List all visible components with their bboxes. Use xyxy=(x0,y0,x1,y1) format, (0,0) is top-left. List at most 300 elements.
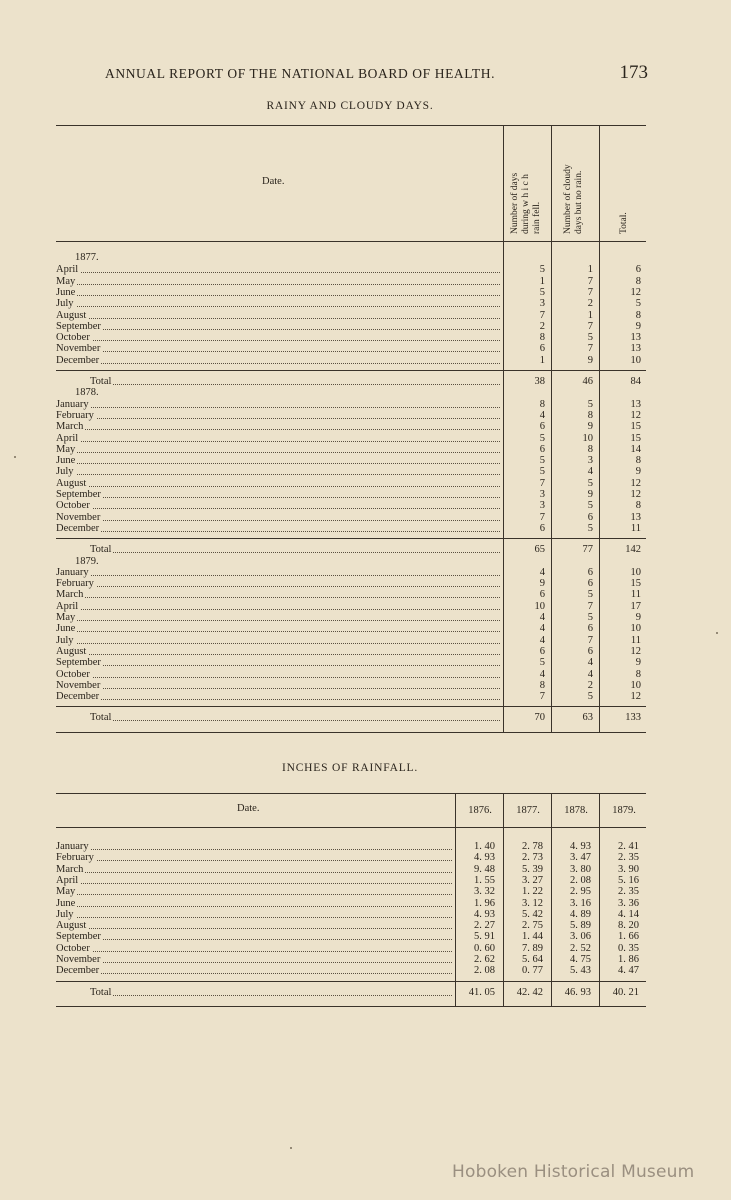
cloudy-days-value: 8 xyxy=(587,409,593,421)
rain-days-value: 4 xyxy=(539,566,545,578)
month-row-label xyxy=(56,298,500,309)
total-days-value: 10 xyxy=(630,623,641,635)
leader-dots xyxy=(56,272,500,273)
month-row-label xyxy=(56,512,500,523)
leader-dots xyxy=(56,872,452,873)
total-days-value: 15 xyxy=(630,432,641,444)
row-label-text: April xyxy=(56,264,79,276)
leader-dots xyxy=(56,407,500,408)
row-label-text: December xyxy=(56,965,100,977)
month-row-label xyxy=(56,421,500,432)
leader-dots xyxy=(56,508,500,509)
leader-dots xyxy=(56,699,500,700)
table-top-rule xyxy=(56,125,646,126)
column-divider xyxy=(503,793,504,1006)
rainfall-caption: INCHES OF RAINFALL. xyxy=(281,762,419,774)
row-label-text: November xyxy=(56,679,101,691)
report-title: ANNUAL REPORT OF THE NATIONAL BOARD OF HEALTH. xyxy=(105,66,496,81)
running-header xyxy=(105,62,650,86)
month-row-label xyxy=(56,691,500,702)
total-days-value: 13 xyxy=(630,332,641,344)
rain-days-value: 3 xyxy=(539,500,545,512)
rain-days-header-line: during w h i c h xyxy=(521,174,531,234)
rain-days-value: 6 xyxy=(539,522,545,534)
total-days-value: 8 xyxy=(635,668,641,680)
month-row-label xyxy=(56,965,452,976)
rainfall-value: 1. 55 xyxy=(474,874,495,886)
leader-dots xyxy=(56,363,500,364)
row-label-text: September xyxy=(56,320,101,332)
leader-dots xyxy=(56,329,500,330)
cloudy-days-value: 4 xyxy=(587,668,593,680)
cloudy-days-value: 4 xyxy=(587,466,593,478)
month-row-label xyxy=(56,646,500,657)
year-subtotal-rule xyxy=(56,538,646,539)
rainfall-value: 3. 06 xyxy=(570,931,591,943)
month-row-label xyxy=(56,669,500,680)
month-row-label xyxy=(56,623,500,634)
rainfall-value: 8. 20 xyxy=(618,920,639,932)
rainfall-value: 5. 16 xyxy=(618,874,639,886)
rainfall-value: 9. 48 xyxy=(474,863,495,875)
cloudy-days-value: 5 xyxy=(587,477,593,489)
leader-dots xyxy=(56,474,500,475)
rain-days-value: 6 xyxy=(539,343,545,355)
rain-days-value: 5 xyxy=(539,466,545,478)
leader-dots xyxy=(90,995,452,996)
leader-dots xyxy=(56,497,500,498)
month-row-label xyxy=(56,310,500,321)
rain-days-value: 4 xyxy=(539,612,545,623)
leader-dots xyxy=(56,418,500,419)
row-label-text: September xyxy=(56,489,101,500)
cloudy-days-value: 4 xyxy=(587,657,593,669)
leader-dots xyxy=(56,486,500,487)
rain-days-value: 6 xyxy=(539,443,545,455)
rainfall-value: 4. 14 xyxy=(618,908,639,920)
subtotal-rule xyxy=(56,981,646,982)
cloudy-days-total: 46 xyxy=(582,376,593,387)
year-column-header: 1879. xyxy=(612,805,636,816)
rainfall-value: 2. 75 xyxy=(522,920,543,932)
rainfall-value: 2. 95 xyxy=(570,886,591,898)
rainfall-total: 41. 05 xyxy=(468,986,495,998)
month-row-label xyxy=(56,466,500,477)
row-label-text: May xyxy=(56,612,76,623)
rainfall-value: 7. 89 xyxy=(522,942,543,954)
leader-dots xyxy=(90,552,500,553)
rainfall-value: 2. 08 xyxy=(474,965,495,977)
row-label-text: August xyxy=(56,645,87,657)
paper-speck xyxy=(14,456,16,458)
rain-days-value: 5 xyxy=(539,264,545,276)
rainfall-value: 5. 64 xyxy=(522,954,543,965)
rain-days-total: 38 xyxy=(534,376,545,387)
leader-dots xyxy=(56,441,500,442)
rainfall-total: 46. 93 xyxy=(564,986,591,998)
leader-dots xyxy=(56,677,500,678)
leader-dots xyxy=(56,531,500,532)
row-label-text: August xyxy=(56,477,87,489)
rain-days-value: 7 xyxy=(539,309,545,321)
rain-days-value: 1 xyxy=(539,354,545,366)
leader-dots xyxy=(56,860,452,861)
month-row-label xyxy=(56,852,452,863)
row-label-text: April xyxy=(56,432,79,444)
rain-days-value: 8 xyxy=(539,679,545,691)
row-label-text: October xyxy=(56,500,90,512)
cloudy-days-value: 5 xyxy=(587,398,593,410)
column-divider xyxy=(551,125,552,732)
date-column-header: Date. xyxy=(262,176,285,187)
column-divider xyxy=(551,793,552,1006)
rainfall-value: 4. 93 xyxy=(474,852,495,864)
column-divider xyxy=(503,125,504,732)
total-days-value: 8 xyxy=(635,500,641,512)
total-days-value: 11 xyxy=(630,634,641,646)
total-days-total: 142 xyxy=(625,544,641,556)
leader-dots xyxy=(56,643,500,644)
table-bottom-rule xyxy=(56,732,646,733)
rainfall-value: 4. 75 xyxy=(570,954,591,965)
row-label-text: May xyxy=(56,443,76,455)
row-label-text: September xyxy=(56,657,101,669)
leader-dots xyxy=(56,928,452,929)
month-row-label xyxy=(56,287,500,298)
rain-days-value: 1 xyxy=(539,275,545,287)
total-days-value: 17 xyxy=(630,600,641,612)
cloudy-days-value: 8 xyxy=(587,443,593,455)
date-column-header: Date. xyxy=(237,803,260,814)
year-label: 1877. xyxy=(75,252,99,263)
total-days-value: 8 xyxy=(635,275,641,287)
rain-days-value: 4 xyxy=(539,623,545,635)
rainfall-value: 2. 78 xyxy=(522,841,543,852)
total-days-value: 5 xyxy=(635,298,641,310)
row-label-text: November xyxy=(56,343,101,355)
leader-dots xyxy=(56,284,500,285)
total-days-value: 9 xyxy=(635,320,641,332)
total-days-value: 12 xyxy=(630,691,641,703)
leader-dots xyxy=(56,849,452,850)
total-row-label xyxy=(90,376,500,387)
cloudy-days-value: 7 xyxy=(587,634,593,646)
total-days-value: 15 xyxy=(630,421,641,433)
month-row-label xyxy=(56,567,500,578)
year-label: 1878. xyxy=(75,387,99,399)
leader-dots xyxy=(56,452,500,453)
cloudy-days-value: 1 xyxy=(587,309,593,321)
row-label-text: October xyxy=(56,332,90,344)
row-label-text: December xyxy=(56,354,100,366)
month-row-label xyxy=(56,410,500,421)
row-label-text: Total xyxy=(90,986,112,998)
total-days-value: 9 xyxy=(635,466,641,478)
row-label-text: July xyxy=(56,908,74,920)
total-column-header: Total. xyxy=(619,212,629,234)
month-row-label xyxy=(56,931,452,942)
rain-days-value: 5 xyxy=(539,455,545,467)
paper-speck xyxy=(716,632,718,634)
row-label-text: January xyxy=(56,841,89,852)
leader-dots xyxy=(90,720,500,721)
page-number: 173 xyxy=(619,62,648,83)
rainfall-value: 2. 08 xyxy=(570,874,591,886)
leader-dots xyxy=(56,973,452,974)
rainfall-value: 3. 27 xyxy=(522,874,543,886)
rainy-days-caption: RAINY AND CLOUDY DAYS. xyxy=(266,100,434,112)
row-label-text: February xyxy=(56,578,94,590)
month-row-label xyxy=(56,264,500,275)
row-label-text: July xyxy=(56,466,74,478)
rain-days-value: 5 xyxy=(539,657,545,669)
cloudy-days-value: 7 xyxy=(587,286,593,298)
leader-dots xyxy=(56,620,500,621)
row-label-text: November xyxy=(56,954,101,965)
row-label-text: November xyxy=(56,511,101,523)
leader-dots xyxy=(56,429,500,430)
leader-dots xyxy=(56,951,452,952)
header-bottom-rule xyxy=(56,241,646,242)
month-row-label xyxy=(56,321,500,332)
leader-dots xyxy=(56,586,500,587)
rainfall-value: 5. 91 xyxy=(474,931,495,943)
total-days-value: 12 xyxy=(630,409,641,421)
rainfall-total: 40. 21 xyxy=(612,986,639,998)
rainfall-value: 2. 35 xyxy=(618,886,639,898)
total-days-value: 11 xyxy=(630,522,641,534)
rain-days-value: 4 xyxy=(539,409,545,421)
rainfall-value: 5. 43 xyxy=(570,965,591,977)
row-label-text: February xyxy=(56,852,94,864)
rain-days-value: 8 xyxy=(539,332,545,344)
total-days-value: 12 xyxy=(630,477,641,489)
leader-dots xyxy=(56,665,500,666)
row-label-text: December xyxy=(56,691,100,703)
month-row-label xyxy=(56,478,500,489)
rain-days-header-line: rain fell. xyxy=(532,201,542,234)
leader-dots xyxy=(56,520,500,521)
column-divider xyxy=(455,793,456,1006)
rainfall-value: 4. 89 xyxy=(570,908,591,920)
rainfall-value: 1. 86 xyxy=(618,954,639,965)
total-days-value: 15 xyxy=(630,578,641,590)
cloudy-days-value: 10 xyxy=(582,432,593,444)
row-label-text: April xyxy=(56,600,79,612)
leader-dots xyxy=(56,631,500,632)
row-label-text: August xyxy=(56,920,87,932)
month-row-label xyxy=(56,898,452,909)
total-days-value: 9 xyxy=(635,657,641,669)
rainfall-value: 0. 77 xyxy=(522,965,543,977)
total-days-value: 10 xyxy=(630,566,641,578)
rainfall-value: 3. 90 xyxy=(618,863,639,875)
month-row-label xyxy=(56,343,500,354)
leader-dots xyxy=(90,384,500,385)
leader-dots xyxy=(56,351,500,352)
cloudy-days-value: 5 xyxy=(587,500,593,512)
cloudy-days-value: 9 xyxy=(587,421,593,433)
cloudy-days-value: 7 xyxy=(587,275,593,287)
cloudy-days-value: 2 xyxy=(587,298,593,310)
row-label-text: January xyxy=(56,398,89,410)
cloudy-days-value: 2 xyxy=(587,679,593,691)
cloudy-days-header-line: Number of cloudy xyxy=(563,164,573,234)
row-label-text: June xyxy=(56,286,76,298)
rainfall-value: 5. 89 xyxy=(570,920,591,932)
month-row-label xyxy=(56,841,452,852)
rain-days-value: 6 xyxy=(539,645,545,657)
rainfall-value: 1. 44 xyxy=(522,931,543,943)
cloudy-days-value: 6 xyxy=(587,566,593,578)
total-days-value: 13 xyxy=(630,398,641,410)
table-top-rule xyxy=(56,793,646,794)
rainfall-value: 3. 16 xyxy=(570,897,591,909)
leader-dots xyxy=(56,906,452,907)
row-label-text: February xyxy=(56,409,94,421)
leader-dots xyxy=(56,962,452,963)
cloudy-days-header-line: days but no rain. xyxy=(574,170,584,234)
leader-dots xyxy=(56,609,500,610)
cloudy-days-value: 5 xyxy=(587,691,593,703)
row-label-text: Total xyxy=(90,544,112,556)
month-row-label xyxy=(56,500,500,511)
rain-days-value: 10 xyxy=(534,600,545,612)
year-subtotal-rule xyxy=(56,370,646,371)
rainfall-value: 3. 47 xyxy=(570,852,591,864)
rainfall-value: 1. 96 xyxy=(474,897,495,909)
rainfall-value: 4. 93 xyxy=(474,908,495,920)
month-row-label xyxy=(56,657,500,668)
rain-days-value: 3 xyxy=(539,298,545,310)
rain-days-value: 4 xyxy=(539,668,545,680)
cloudy-days-value: 5 xyxy=(587,522,593,534)
total-days-value: 12 xyxy=(630,286,641,298)
total-days-total: 84 xyxy=(630,376,641,387)
leader-dots xyxy=(56,340,500,341)
rainfall-value: 3. 12 xyxy=(522,897,543,909)
row-label-text: Total xyxy=(90,712,112,724)
month-row-label xyxy=(56,355,500,366)
month-row-label xyxy=(56,612,500,623)
rainfall-value: 2. 35 xyxy=(618,852,639,864)
row-label-text: January xyxy=(56,566,89,578)
row-label-text: March xyxy=(56,863,84,875)
month-row-label xyxy=(56,943,452,954)
rain-days-value: 6 xyxy=(539,421,545,433)
month-row-label xyxy=(56,523,500,534)
year-column-header: 1876. xyxy=(468,805,492,816)
cloudy-days-value: 7 xyxy=(587,600,593,612)
column-divider xyxy=(599,793,600,1006)
paper-speck xyxy=(290,1147,292,1149)
total-days-total: 133 xyxy=(625,712,641,724)
rainfall-value: 2. 73 xyxy=(522,852,543,864)
rainfall-value: 4. 47 xyxy=(618,965,639,977)
rain-days-value: 6 xyxy=(539,589,545,601)
rainfall-value: 2. 27 xyxy=(474,920,495,932)
rain-days-value: 7 xyxy=(539,477,545,489)
cloudy-days-value: 6 xyxy=(587,578,593,590)
month-row-label xyxy=(56,864,452,875)
total-days-value: 6 xyxy=(635,264,641,276)
total-days-value: 10 xyxy=(630,354,641,366)
leader-dots xyxy=(56,688,500,689)
rainfall-total: 42. 42 xyxy=(516,986,543,998)
total-days-value: 8 xyxy=(635,309,641,321)
rain-days-value: 7 xyxy=(539,511,545,523)
row-label-text: September xyxy=(56,931,101,943)
cloudy-days-value: 6 xyxy=(587,511,593,523)
cloudy-days-value: 7 xyxy=(587,320,593,332)
museum-watermark: Hoboken Historical Museum xyxy=(452,1162,695,1182)
rain-days-value: 5 xyxy=(539,286,545,298)
total-days-value: 11 xyxy=(630,589,641,601)
column-divider xyxy=(599,125,600,732)
row-label-text: July xyxy=(56,298,74,310)
leader-dots xyxy=(56,463,500,464)
rainfall-value: 5. 42 xyxy=(522,908,543,920)
rainfall-value: 2. 52 xyxy=(570,942,591,954)
rainfall-value: 3. 80 xyxy=(570,863,591,875)
leader-dots xyxy=(56,306,500,307)
total-days-value: 13 xyxy=(630,343,641,355)
year-label: 1879. xyxy=(75,555,99,567)
month-row-label xyxy=(56,635,500,646)
total-days-value: 9 xyxy=(635,612,641,623)
rainfall-value: 1. 40 xyxy=(474,841,495,852)
month-row-label xyxy=(56,489,500,500)
row-label-text: June xyxy=(56,897,76,909)
total-row-label xyxy=(90,712,500,723)
row-label-text: April xyxy=(56,874,79,886)
rain-days-total: 70 xyxy=(534,712,545,724)
rainfall-value: 3. 32 xyxy=(474,886,495,898)
rainfall-value: 2. 41 xyxy=(618,841,639,852)
row-label-text: March xyxy=(56,589,84,601)
rain-days-value: 3 xyxy=(539,489,545,500)
cloudy-days-value: 1 xyxy=(587,264,593,276)
cloudy-days-value: 6 xyxy=(587,645,593,657)
month-row-label xyxy=(56,886,452,897)
row-label-text: August xyxy=(56,309,87,321)
cloudy-days-value: 6 xyxy=(587,623,593,635)
month-row-label xyxy=(56,433,500,444)
year-column-header: 1878. xyxy=(564,805,588,816)
rain-days-value: 9 xyxy=(539,578,545,590)
leader-dots xyxy=(56,597,500,598)
total-days-value: 14 xyxy=(630,443,641,455)
cloudy-days-value: 5 xyxy=(587,332,593,344)
cloudy-days-value: 9 xyxy=(587,489,593,500)
month-row-label xyxy=(56,909,452,920)
rainfall-value: 0. 60 xyxy=(474,942,495,954)
cloudy-days-value: 5 xyxy=(587,589,593,601)
row-label-text: Total xyxy=(90,376,112,387)
leader-dots xyxy=(56,939,452,940)
month-row-label xyxy=(56,920,452,931)
rain-days-value: 5 xyxy=(539,432,545,444)
cloudy-days-total: 77 xyxy=(582,544,593,556)
cloudy-days-value: 3 xyxy=(587,455,593,467)
header-bottom-rule xyxy=(56,827,646,828)
row-label-text: May xyxy=(56,886,76,898)
month-row-label xyxy=(56,875,452,886)
leader-dots xyxy=(56,295,500,296)
row-label-text: June xyxy=(56,455,76,467)
leader-dots xyxy=(56,883,452,884)
month-row-label xyxy=(56,954,452,965)
